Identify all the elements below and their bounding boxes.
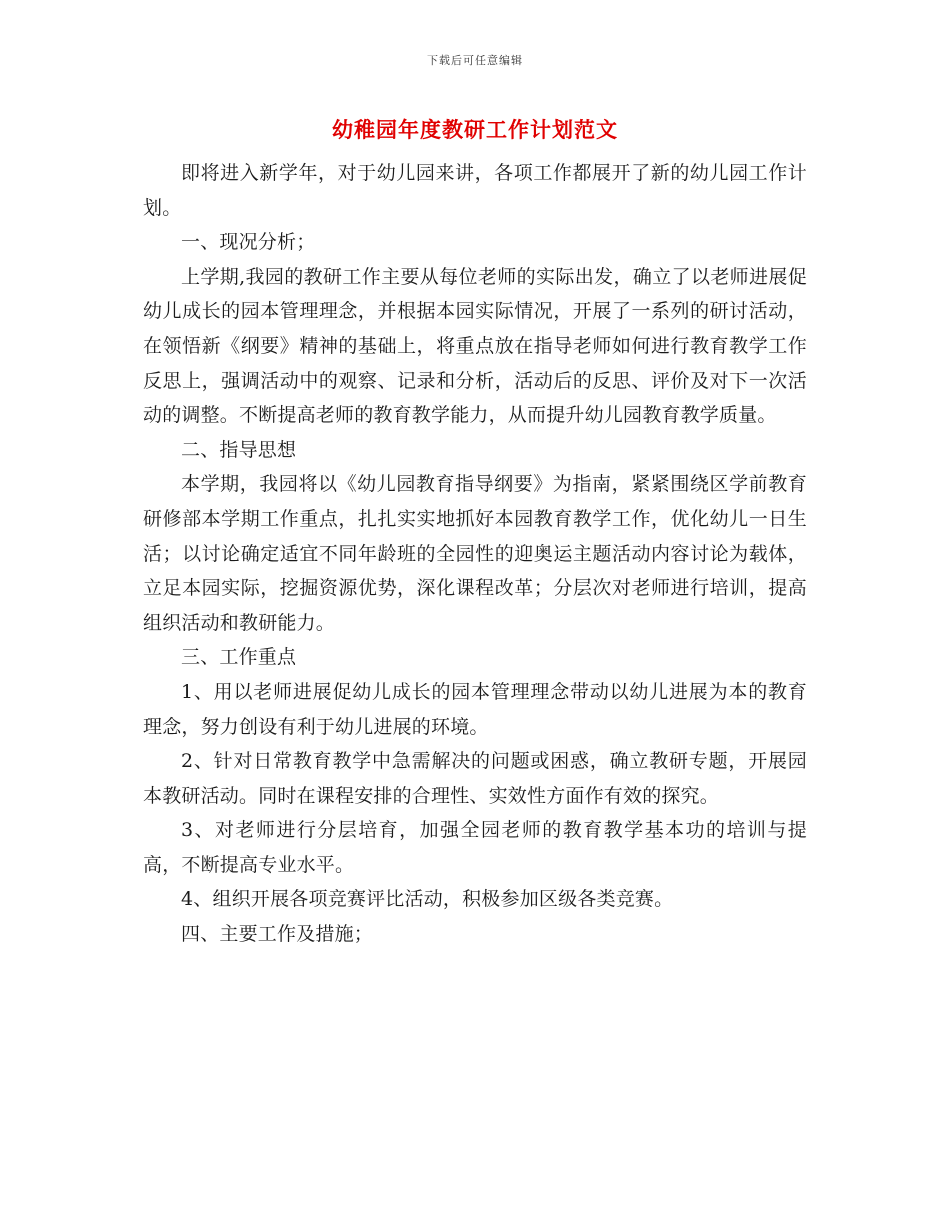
paragraph-focus-4: 4、组织开展各项竞赛评比活动，积极参加区级各类竞赛。 (181, 888, 674, 911)
paragraph-guiding-ideology: 本学期，我园将以《幼儿园教育指导纲要》为指南，紧紧围绕区学前教育研修部本学期工作重点，扎扎实实地抓好本园教育教学工作，优化幼儿一日生活；以讨论确定适宜不同年龄班的全园性的迎奥运主题活动内容讨论为载体，立足本园实际，挖掘资源优势，深化课程改革；分层次对老师进行培训，提高组织活动和教研能力。 (143, 473, 807, 634)
document-body (143, 156, 807, 952)
heading-guiding-ideology: 二、指导思想 (181, 438, 297, 461)
paragraph-focus-2: 2、针对日常教育教学中急需解决的问题或困惑，确立教研专题，开展园本教研活动。同时在课程安排的合理性、实效性方面作有效的探究。 (143, 750, 807, 807)
document-title: 幼稚园年度教研工作计划范文 (332, 117, 618, 142)
heading-work-focus: 三、工作重点 (181, 646, 297, 669)
paragraph-situation: 上学期,我园的教研工作主要从每位老师的实际出发，确立了以老师进展促幼儿成长的园本管理理念，并根据本园实际情况，开展了一系列的研讨活动，在领悟新《纲要》精神的基础上，将重点放在指导老师如何进行教育教学工作反思上，强调活动中的观察、记录和分析，活动后的反思、评价及对下一次活动的调整。不断提高老师的教育教学能力，从而提升幼儿园教育教学质量。 (143, 265, 807, 427)
paragraph-intro: 即将进入新学年，对于幼儿园来讲，各项工作都展开了新的幼儿园工作计划。 (143, 162, 807, 219)
heading-situation-analysis: 一、现况分析； (181, 231, 316, 254)
heading-main-work-measures: 四、主要工作及措施； (181, 923, 374, 946)
paragraph-focus-3: 3、对老师进行分层培育，加强全园老师的教育教学基本功的培训与提高，不断提高专业水平。 (143, 819, 807, 876)
paragraph-focus-1: 1、用以老师进展促幼儿成长的园本管理理念带动以幼儿进展为本的教育理念，努力创设有利于幼儿进展的环境。 (143, 680, 807, 738)
header-note: 下载后可任意编辑 (427, 54, 523, 67)
